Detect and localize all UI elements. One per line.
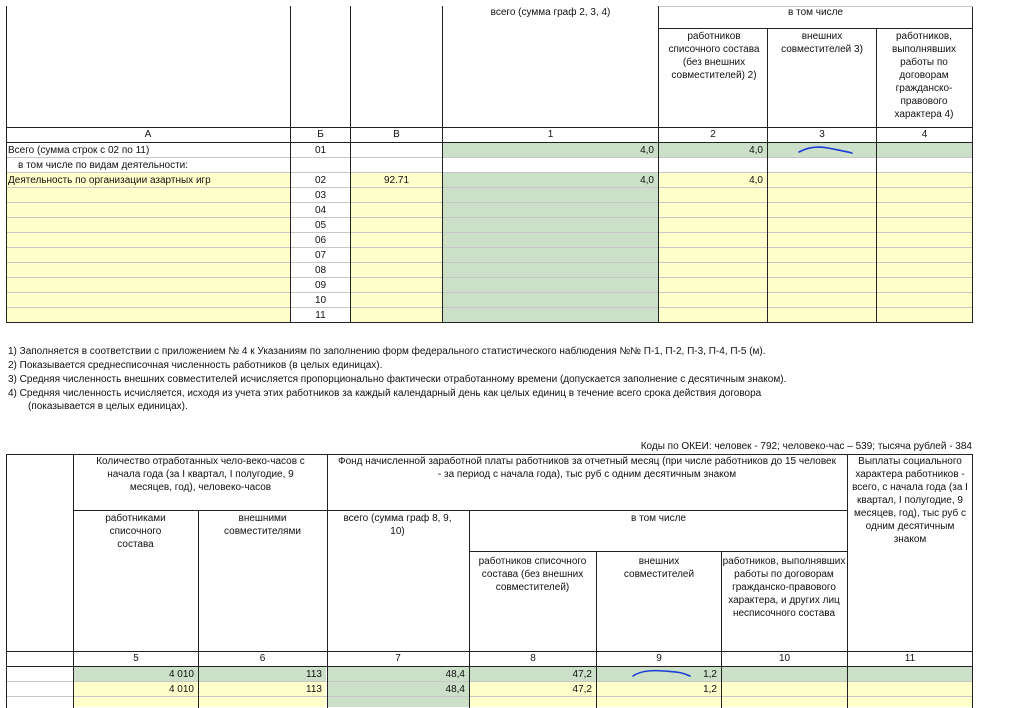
grid-line bbox=[6, 681, 973, 682]
t1-colcode-a: А bbox=[144, 129, 152, 140]
fund-staff-cell[interactable]: 47,2 bbox=[470, 682, 596, 697]
external-cell[interactable] bbox=[768, 278, 876, 293]
row-code: 09 bbox=[314, 280, 327, 291]
footnote-4: 4) Средняя численность исчисляется, исходя из учета этих работников за каждый календарный день как целых единиц в течение всего срока действия договора bbox=[8, 388, 762, 399]
okved-cell[interactable]: 92.71 bbox=[351, 173, 442, 188]
grid-line bbox=[972, 6, 973, 323]
total-cell[interactable]: 4,0 bbox=[443, 173, 658, 188]
okved-cell[interactable] bbox=[351, 188, 442, 203]
grid-line bbox=[469, 510, 470, 708]
grid-line bbox=[659, 6, 973, 7]
row-label[interactable] bbox=[6, 188, 290, 203]
hours-staff-cell[interactable]: 4 010 bbox=[74, 667, 198, 682]
fund-ext-cell[interactable]: 1,2 bbox=[597, 667, 721, 682]
handwritten-mark-2 bbox=[630, 667, 694, 681]
contract-cell[interactable] bbox=[877, 173, 972, 188]
grid-line bbox=[847, 454, 848, 708]
hours-staff-cell[interactable]: 4 010 bbox=[74, 682, 198, 697]
t2-header-total: всего (сумма граф 8, 9, 10) bbox=[343, 513, 452, 537]
grid-line bbox=[659, 28, 973, 29]
grid-line bbox=[442, 6, 443, 323]
fund-contract-cell[interactable] bbox=[722, 697, 847, 707]
grid-line bbox=[876, 28, 877, 323]
grid-line bbox=[6, 187, 973, 188]
grid-line bbox=[74, 510, 848, 511]
row-code: 05 bbox=[314, 220, 327, 231]
grid-line bbox=[470, 551, 848, 552]
fund-total-cell[interactable]: 48,4 bbox=[327, 667, 469, 682]
row-code: 01 bbox=[314, 145, 327, 156]
t2-header-sub9: внешних совместителей bbox=[623, 556, 695, 580]
grid-line bbox=[290, 6, 291, 323]
external-cell[interactable] bbox=[768, 263, 876, 278]
okved-cell[interactable] bbox=[351, 263, 442, 278]
total-cell[interactable] bbox=[443, 278, 658, 293]
okved-cell[interactable] bbox=[351, 308, 442, 323]
staff-cell[interactable] bbox=[659, 233, 767, 248]
grid-line bbox=[6, 277, 973, 278]
okei-codes: Коды по ОКЕИ: человек - 792; человеко-час – 539; тысяча рублей - 384 bbox=[640, 441, 972, 452]
okved-cell[interactable] bbox=[351, 248, 442, 263]
row-code: 10 bbox=[314, 295, 327, 306]
contract-cell[interactable] bbox=[877, 263, 972, 278]
row-label[interactable] bbox=[6, 293, 290, 308]
staff-cell[interactable] bbox=[659, 203, 767, 218]
hours-ext-cell[interactable]: 113 bbox=[199, 667, 326, 682]
grid-line bbox=[6, 157, 973, 158]
t1-colcode-b: Б bbox=[317, 129, 324, 140]
contract-cell[interactable] bbox=[877, 218, 972, 233]
hours-ext-cell[interactable]: 113 bbox=[199, 682, 326, 697]
row-code: 02 bbox=[314, 175, 327, 186]
grid-line bbox=[327, 454, 328, 708]
grid-line bbox=[6, 651, 973, 652]
grid-line bbox=[6, 127, 973, 128]
total-cell[interactable] bbox=[443, 263, 658, 278]
grid-line bbox=[198, 510, 199, 708]
t2-header-hours: Количество отработанных чело-веко-часов с начала года (за I квартал, I полугодие, 9 месяцев, год), человеко-часов bbox=[96, 456, 305, 493]
hours-staff-cell[interactable] bbox=[74, 697, 198, 707]
total-cell[interactable] bbox=[443, 188, 658, 203]
t1-colcode-v: В bbox=[393, 129, 400, 140]
t1-colcode-1: 1 bbox=[547, 129, 554, 140]
social-cell[interactable] bbox=[848, 697, 972, 707]
okved-cell[interactable] bbox=[351, 143, 442, 158]
external-cell[interactable] bbox=[768, 233, 876, 248]
external-cell[interactable] bbox=[768, 173, 876, 188]
staff-cell[interactable] bbox=[659, 293, 767, 308]
grid-line bbox=[6, 247, 973, 248]
t2-colcode-5: 5 bbox=[133, 653, 139, 664]
total-cell[interactable] bbox=[443, 218, 658, 233]
grid-line bbox=[6, 217, 973, 218]
okved-cell[interactable] bbox=[351, 278, 442, 293]
grid-line bbox=[721, 551, 722, 708]
row-label[interactable] bbox=[6, 233, 290, 248]
social-cell[interactable] bbox=[848, 682, 972, 697]
fund-total-cell[interactable]: 48,4 bbox=[327, 682, 469, 697]
staff-cell[interactable]: 4,0 bbox=[659, 173, 767, 188]
row-code: 08 bbox=[314, 265, 327, 276]
staff-cell[interactable] bbox=[659, 188, 767, 203]
total-cell[interactable] bbox=[443, 308, 658, 323]
footnote-4-cont: (показывается в целых единицах). bbox=[28, 401, 188, 412]
grid-line bbox=[6, 202, 973, 203]
okved-cell[interactable] bbox=[351, 218, 442, 233]
fund-staff-cell[interactable]: 47,2 bbox=[470, 667, 596, 682]
contract-cell[interactable] bbox=[877, 278, 972, 293]
fund-ext-cell[interactable]: 1,2 bbox=[597, 682, 721, 697]
row-label[interactable] bbox=[6, 263, 290, 278]
external-cell[interactable] bbox=[768, 308, 876, 323]
t2-header-sub10: работников, выполнявших работы по договорам гражданско-правового характера, и других лиц несписочного состава bbox=[722, 556, 846, 619]
grid-line bbox=[6, 6, 7, 323]
row-code: 04 bbox=[314, 205, 327, 216]
t2-colcode-9: 9 bbox=[656, 653, 662, 664]
hours-ext-cell[interactable] bbox=[199, 697, 326, 707]
total-cell[interactable] bbox=[443, 293, 658, 308]
grid-line bbox=[6, 307, 973, 308]
t1-colcode-4: 4 bbox=[921, 129, 928, 140]
row-code: 11 bbox=[315, 310, 326, 321]
grid-line bbox=[6, 666, 973, 667]
t1-colcode-2: 2 bbox=[710, 129, 716, 140]
t2-header-social: Выплаты социального характера работников - всего, с начала года (за I квартал, I полугодие, 9 месяцев, год), тыс руб с одним десятичным знаком bbox=[852, 456, 968, 545]
staff-cell[interactable] bbox=[659, 278, 767, 293]
handwritten-mark-1 bbox=[796, 143, 856, 157]
grid-line bbox=[6, 292, 973, 293]
okved-cell[interactable] bbox=[351, 203, 442, 218]
grid-line bbox=[596, 551, 597, 708]
staff-cell[interactable] bbox=[659, 248, 767, 263]
grid-line bbox=[972, 454, 973, 708]
contract-cell[interactable] bbox=[877, 293, 972, 308]
external-cell[interactable] bbox=[768, 188, 876, 203]
t2-header-staff: работниками списочного состава bbox=[105, 513, 166, 550]
row-code: 03 bbox=[314, 190, 327, 201]
grid-line bbox=[767, 28, 768, 323]
contract-cell[interactable] bbox=[877, 233, 972, 248]
fund-contract-cell[interactable] bbox=[722, 682, 847, 697]
t1-header-sub3: работников, выполнявших работы по договорам гражданско-правового характера 4) bbox=[892, 31, 956, 120]
fund-staff-cell[interactable] bbox=[470, 697, 596, 707]
staff-cell[interactable] bbox=[659, 263, 767, 278]
t2-colcode-10: 10 bbox=[778, 653, 791, 664]
t1-header-incl: в том числе bbox=[788, 7, 843, 18]
t2-header-fund: Фонд начисленной заработной платы работников за отчетный месяц (при числе работников до 15 человек - за период с начала года), тыс руб с одним десятичным знаком bbox=[338, 456, 836, 480]
okved-cell[interactable] bbox=[351, 293, 442, 308]
t2-header-sub8: работников списочного состава (без внешних совместителей) bbox=[478, 556, 587, 593]
t2-header-incl: в том числе bbox=[631, 513, 686, 524]
row-label[interactable] bbox=[6, 218, 290, 233]
grid-line bbox=[6, 172, 973, 173]
staff-cell[interactable]: 4,0 bbox=[659, 143, 767, 158]
row-section-label: в том числе по видам деятельности: bbox=[18, 160, 189, 171]
staff-cell[interactable] bbox=[659, 308, 767, 323]
contract-cell[interactable] bbox=[877, 188, 972, 203]
grid-line bbox=[350, 6, 351, 323]
total-cell[interactable] bbox=[443, 233, 658, 248]
row-label[interactable] bbox=[6, 278, 290, 293]
staff-cell[interactable] bbox=[659, 218, 767, 233]
t2-colcode-6: 6 bbox=[259, 653, 266, 664]
fund-total-cell[interactable] bbox=[327, 697, 469, 707]
t1-colcode-3: 3 bbox=[819, 129, 825, 140]
t2-colcode-8: 8 bbox=[530, 653, 536, 664]
fund-ext-cell[interactable] bbox=[597, 697, 721, 707]
contract-cell[interactable] bbox=[877, 143, 972, 158]
external-cell[interactable] bbox=[768, 248, 876, 263]
external-cell[interactable] bbox=[768, 203, 876, 218]
grid-line bbox=[6, 454, 973, 455]
row-label[interactable]: Деятельность по организации азартных игр bbox=[6, 173, 290, 188]
total-cell[interactable] bbox=[443, 248, 658, 263]
grid-line bbox=[6, 262, 973, 263]
social-cell[interactable] bbox=[848, 667, 972, 682]
row-label[interactable] bbox=[6, 308, 290, 323]
t1-header-sub1: работников списочного состава (без внешних совместителей) 2) bbox=[668, 31, 760, 81]
row-label[interactable] bbox=[6, 203, 290, 218]
grid-line bbox=[6, 454, 7, 708]
external-cell[interactable] bbox=[768, 218, 876, 233]
okved-cell[interactable] bbox=[351, 233, 442, 248]
grid-line bbox=[6, 232, 973, 233]
row-label[interactable]: Всего (сумма строк с 02 по 11) bbox=[8, 145, 150, 156]
contract-cell[interactable] bbox=[877, 203, 972, 218]
row-code: 06 bbox=[314, 235, 327, 246]
row-code: 07 bbox=[314, 250, 327, 261]
external-cell[interactable] bbox=[768, 293, 876, 308]
t2-colcode-7: 7 bbox=[395, 653, 401, 664]
contract-cell[interactable] bbox=[877, 308, 972, 323]
grid-line bbox=[6, 322, 973, 323]
grid-line bbox=[658, 6, 659, 323]
t1-header-sub2: внешних совместителей 3) bbox=[781, 31, 863, 55]
t1-header-total: всего (сумма граф 2, 3, 4) bbox=[490, 7, 611, 18]
grid-line bbox=[73, 454, 74, 708]
total-cell[interactable]: 4,0 bbox=[443, 143, 658, 158]
t2-header-ext: внешними совместителями bbox=[224, 513, 301, 537]
row-label[interactable] bbox=[6, 248, 290, 263]
t2-colcode-11: 11 bbox=[904, 653, 916, 664]
grid-line bbox=[6, 696, 973, 697]
fund-contract-cell[interactable] bbox=[722, 667, 847, 682]
footnote-1: 1) Заполняется в соответствии с приложением № 4 к Указаниям по заполнению форм федерального статистического наблюдения №№ П-1, П-2, П-3, П-4, П-5 (м). bbox=[8, 346, 766, 357]
total-cell[interactable] bbox=[443, 203, 658, 218]
footnote-3: 3) Средняя численность внешних совместителей исчисляется пропорционально фактически отработанному времени (допускается заполнение с десятичным знаком). bbox=[8, 374, 787, 385]
footnote-2: 2) Показывается среднесписочная численность работников (в целых единицах). bbox=[8, 360, 383, 371]
contract-cell[interactable] bbox=[877, 248, 972, 263]
